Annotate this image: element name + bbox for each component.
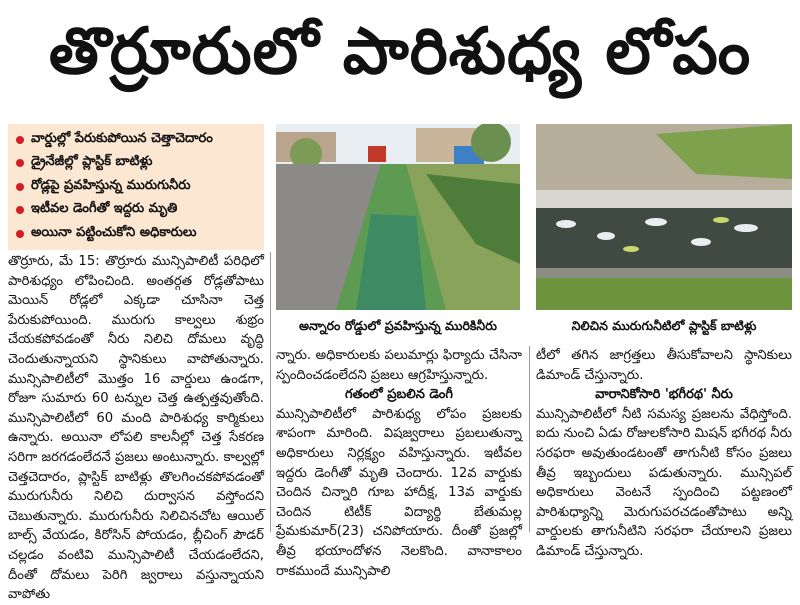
article-paragraph: మున్సిపాలిటీలో పారిశుధ్య లోపం ప్రజలకు శాపంగా మారింది. విషజ్వరాలు ప్రబలుతున్నా అధికారులు నిర్లక్ష్యం వహిస్తున్నారు. ఇటీవల ఇద్దరు డెంగీతో మృతి చెందారు. 12వ వార్డుకు చెందిన చిన్నారి గూబ హాదీక్ష, 13వ వార్డుకు చెందిన టిటీక్ విద్యార్థి బేతుమల్ల ప్రేమకుమార్(23) చనిపోయారు. దీంతో ప్రజల్లో తీవ్ర భయాందోళన నెలకొంది. వానాకాలం రాకముందే మున్సిపాలి <box>276 406 522 579</box>
headline: తొర్రూరులో పారిశుధ్య లోపం <box>48 14 752 89</box>
article-paragraph: తొర్రూరు, మే 15: తొర్రూరు మున్సిపాలిటీ పరిధిలో పారిశుధ్యం లోపించింది. అంతర్గత రోడ్లతోపాటు మెయిన్ రోడ్లలో ఎక్కడా చూసినా చెత్త పేరుకుపోయింది. మురుగు కాల్వలు శుభ్రం చేయకపోవడంతో నీరు నిలిచి దోమలు వృద్ధి చెందుతున్నాయని స్థానికులు వాపోతున్నారు. మున్సిపాలిటీలో మొత్తం 16 వార్డులు ఉండగా, రోజూ సుమారు 60 టన్నుల చెత్త ఉత్పత్తవుతోంది. మున్సిపాలిటీలో 60 మంది పారిశుధ్య కార్మికులు ఉన్నారు. అయినా లోపలి కాలనీల్లో చెత్త సేకరణ సరిగా జరగడంలేదనే ప్రజలు అంటున్నారు. కాల్వల్లో చెత్తచెదారం, ప్లాస్టిక్ బాటిళ్లు తొలగించకపోవడంతో మురుగునీరు నిలిచి దుర్వాసన వస్తోందని చెబుతున్నారు. మురుగునీరు నిలిచినచోట ఆయిల్ బాల్స్ వేయడం, కిరోసిన్ పోయడం, బ్లీచింగ్ పౌడర్ చల్లడం వంటివి మున్సిపాలిటీ చేయడంలేదని, దీంతో దోమలు పెరిగి జ్వరాలు వస్తున్నాయని వాపోతు <box>8 254 264 603</box>
highlight-item: ఇటీవల డెంగీతో ఇద్దరు మృతి <box>16 199 256 223</box>
drain-bottles-photo-image <box>536 124 792 310</box>
bullet-icon <box>16 183 24 191</box>
article-paragraph: మున్సిపాలిటీలో నీటి సమస్య ప్రజలను వేధిస్తోంది. ఐదు నుంచి ఏడు రోజులకోసారి మిషన్ భగీరథ నీరు సరఫరా అవుతుండటంతో తాగునీటి కోసం ప్రజలు తీవ్ర ఇబ్బందులు పడుతున్నారు. మున్సిపల్ అధికారులు వెంటనే స్పందించి పట్టణంలో పారిశుధ్యాన్ని మెరుగుపరచడంతోపాటు అన్ని వార్డులకు తాగునీటిని సరఫరా చేయాలని ప్రజలు డిమాండ్ చేస్తున్నారు. <box>536 406 792 559</box>
photo2-caption: నిలిచిన మురుగునీటిలో ప్లాస్టిక్ బాటిళ్లు <box>571 317 757 333</box>
column-divider <box>529 346 530 532</box>
article-paragraph: టీలో తగిన జాగ్రత్తలు తీసుకోవాలని స్థానికులు డిమాండ్ చేస్తున్నారు. <box>536 348 792 383</box>
highlight-item: వార్డుల్లో పేరుకుపోయిన చెత్తాచెదారం <box>16 128 256 152</box>
sewage-road-photo <box>276 124 520 310</box>
bullet-icon <box>16 136 24 144</box>
highlight-item: అయినా పట్టించుకోని అధికారులు <box>16 222 256 246</box>
column-divider <box>270 252 271 532</box>
drain-bottles-photo <box>536 124 792 310</box>
bullet-icon <box>16 206 24 214</box>
subheading: వారానికోసారి 'భగీరథ' నీరు <box>595 387 733 403</box>
article-column-3 <box>536 346 792 562</box>
article-column-1 <box>8 252 264 605</box>
photo1-caption: అన్నారం రోడ్డులో ప్రవహిస్తున్న మురికినీరు <box>299 317 497 333</box>
article-paragraph: న్నారు. అధికారులకు పలుమార్లు ఫిర్యాదు చేసినా స్పందించడంలేదని ప్రజలు ఆగ్రహిస్తున్నారు. <box>276 348 522 383</box>
subheading: గతంలో ప్రబలిన డెంగీ <box>345 387 453 403</box>
article-column-2 <box>276 346 522 581</box>
highlight-item: రోడ్లపై ప్రవహిస్తున్న మురుగునీరు <box>16 175 256 199</box>
highlight-item: డ్రైనేజీల్లో ప్లాస్టిక్ బాటిళ్లు <box>16 152 256 176</box>
highlights-box <box>8 124 264 250</box>
bullet-icon <box>16 159 24 167</box>
bullet-icon <box>16 230 24 238</box>
sewage-road-photo-image <box>276 124 520 310</box>
